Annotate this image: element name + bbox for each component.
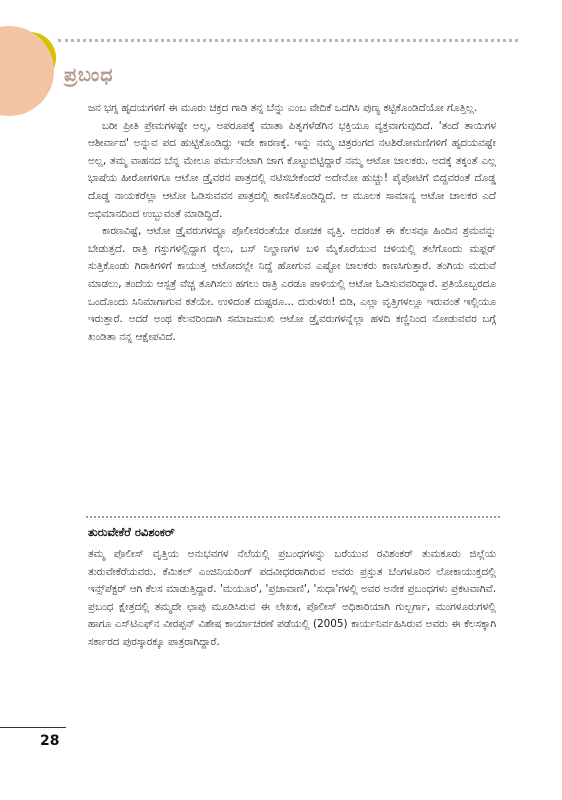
section-label: ಪ್ರಬಂಧ bbox=[64, 64, 114, 86]
article-paragraph: ಕಾರಣವಿಷ್ಟೆ, ಆಟೋ ಡ್ರೈವರುಗಳದ್ದೂ ಪೊಲೀಸರಂತೆಯೇ ರೋಚಕ ವೃತ್ತಿ. ಅದರಂತೆ ಈ ಕೆಲಸವೂ ಹಿಂದಿನ ಶ್ರಮವನ್ನು ಬೇಡುತ್ತದೆ. ರಾತ್ರಿ ಗಸ್ತುಗಳಲ್ಲಿದ್ದಾಗ ರೈಲು, ಬಸ್ ನಿಲ್ದಾಣಗಳ ಬಳಿ ಮೈಕೊರೆಯುವ ಚಳಿಯಲ್ಲಿ ತಲೆಗೊಂದು ಮಫ್ಲರ್ ಸುತ್ತಿಕೊಂಡು ಗಿರಾಕಿಗಳಿಗೆ ಕಾಯುತ್ತ ಆಟೋದಲ್ಲೇ ನಿದ್ದೆ ಹೋಗುವ ಎಷ್ಟೋ ಚಾಲಕರು ಕಾಣಸಿಗುತ್ತಾರೆ. ತಂಗಿಯ ಮದುವೆ ಮಾಡಲು, ತಂದೆಯ ಆಸ್ಪತ್ರೆ ವೆಚ್ಚ ತೂಗಿಸಲು ಹಗಲು ರಾತ್ರಿ ಎರಡೂ ಪಾಳಿಯಲ್ಲಿ ಆಟೋ ಓಡಿಸುವವರಿದ್ದಾರೆ. ಪ್ರತಿಯೊಬ್ಬರದೂ ಒಂದೊಂದು ಸಿನಿಮಾಗಾಗುವ ಕತೆಯೇ. ಉಳಿದಂತೆ ದುಷ್ಟರೂ... ದುರುಳರು! ಬಿಡಿ, ಎಲ್ಲಾ ವೃತ್ತಿಗಳಲ್ಲೂ ಇರುವಂತೆ ಇಲ್ಲಿಯೂ ಇರುತ್ತಾರೆ. ಅದರೆ ಅಂಥ ಕೆಲವರಿಂದಾಗಿ ಸಮಾಜಮುಖಿ ಆಟೋ ಡ್ರೈವರುಗಳನ್ನೆಲ್ಲಾ ಹಳದಿ ಕಣ್ಣಿನಿಂದ ನೋಡುವವರ ಬಗ್ಗೆ ಖಂಡಿತಾ ನನ್ನ ಆಕ್ಷೇಪವಿದೆ. bbox=[88, 225, 496, 343]
article-paragraph: ಬರೀ ಪ್ರೀತಿ ಪ್ರೇಮಗಳಷ್ಟೇ ಅಲ್ಲ, ಅಪರೂಪಕ್ಕೆ ಮಾತಾ ಪಿತೃಗಳೆಡೆಗಿನ ಭಕ್ತಿಯೂ ವ್ಯಕ್ತವಾಗುವುದಿದೆ. 'ತಂದೆ ತಾಯಿಗಳ ಆಶೀರ್ವಾದ' ಅನ್ನುವ ಪದ ಹುಟ್ಟಿಕೊಂಡಿದ್ದು ಇದೇ ಕಾರಣಕ್ಕೆ. ಇನ್ನು ನಮ್ಮ ಚಿತ್ರರಂಗದ ನಟಶಿರೋಮಣಿಗಳಿಗೆ ಹೃದಯವಷ್ಟೇ ಅಲ್ಲ, ತಮ್ಮ ವಾಹನದ ಬೆನ್ನ ಮೇಲೂ ಪರ್ಮನೆಂಟಾಗಿ ಜಾಗ ಕೊಟ್ಟುಬಿಟ್ಟಿದ್ದಾರೆ ನಮ್ಮ ಆಟೋ ಚಾಲಕರು. ಅದಕ್ಕೆ ತಕ್ಕಂತೆ ಎಲ್ಲ ಭಾಷೆಯ ಹೀರೋಗಳಿಗೂ ಆಟೋ ಡ್ರೈವರನ ಪಾತ್ರದಲ್ಲಿ ನಟಿಸಬೇಕೆಂದರೆ ಅದೇನೋ ಹುಚ್ಚು! ಪೈಪೋಟಿಗೆ ಬಿದ್ದವರಂತೆ ದೊಡ್ಡ ದೊಡ್ಡ ನಾಯಕರೆಲ್ಲಾ ಆಟೋ ಓಡಿಸುವವನ ಪಾತ್ರದಲ್ಲಿ ಕಾಣಿಸಿಕೊಂಡಿದ್ದಿದೆ. ಆ ಮೂಲಕ ಸಾಮಾನ್ಯ ಆಟೋ ಚಾಲಕರ ಎದೆ ಅಭಿಮಾನದಿಂದ ಉಬ್ಬುವಂತೆ ಮಾಡಿದ್ದಿದೆ. bbox=[88, 119, 496, 220]
author-name: ತುರುವೇಕೆರೆ ರವಿಶಂಕರ್ bbox=[88, 525, 175, 539]
header-dotted-rule bbox=[58, 39, 518, 42]
article-paragraph: ಜನ ಭಗ್ನ ಹೃದಯಗಳಿಗೆ ಈ ಮೂರು ಚಕ್ರದ ಗಾಡಿ ತನ್ನ ಬೆನ್ನು ಎಂಬ ವೇದಿಕೆ ಒದಗಿಸಿ ಪುಣ್ಯ ಕಟ್ಟಿಕೊಂಡಿದೆಯೋ ಗೊತ್ತಿಲ್ಲ. bbox=[88, 102, 478, 114]
footer-rule bbox=[0, 727, 66, 728]
author-bio-text: ತಮ್ಮ ಪೊಲೀಸ್ ವೃತ್ತಿಯ ಅನುಭವಗಳ ನೆಲೆಯಲ್ಲಿ ಪ್ರಬಂಧಗಳನ್ನು ಬರೆಯುವ ರವಿಶಂಕರ್ ತುಮಕೂರು ಜಿಲ್ಲೆಯ ತುರುವೇಕೆರೆಯವರು. ಕೆಮಿಕಲ್ ಎಂಜಿನಿಯರಿಂಗ್ ಪದವೀಧರರಾಗಿರುವ ಅವರು ಪ್ರಸ್ತುತ ಬೆಂಗಳೂರಿನ ಲೋಕಾಯುಕ್ತದಲ್ಲಿ ಇನ್ಸ್‌ಪೆಕ್ಟರ್ ಆಗಿ ಕೆಲಸ ಮಾಡುತ್ತಿದ್ದಾರೆ. 'ಮಯೂರ', 'ಪ್ರಜಾವಾಣಿ', 'ಸುಧಾ'ಗಳಲ್ಲಿ ಅವರ ಅನೇಕ ಪ್ರಬಂಧಗಳು ಪ್ರಕಟವಾಗಿವೆ. ಪ್ರಬಂಧ ಕ್ಷೇತ್ರದಲ್ಲಿ ತಮ್ಮದೇ ಛಾಪು ಮೂಡಿಸಿರುವ ಈ ಲೇಖಕ, ಪೊಲೀಸ್ ಅಧಿಕಾರಿಯಾಗಿ ಗುಲ್ಬರ್ಗಾ, ಮಂಗಳೂರುಗಳಲ್ಲಿ ಹಾಗೂ ಎಸ್‌ಟಿಎಫ್‌ನ ವೀರಪ್ಪನ್ ವಿಶೇಷ ಕಾರ್ಯಾಚರಣೆ ಪಡೆಯಲ್ಲಿ (2005) ಕಾರ್ಯನಿರ್ವಹಿಸಿರುವ ಅವರು ಈ ಕೆಲಸಕ್ಕಾಗಿ ಸರ್ಕಾರದ ಪುರಸ್ಕಾರಕ್ಕೂ ಪಾತ್ರರಾಗಿದ್ದಾರೆ. bbox=[88, 548, 497, 648]
article-body bbox=[88, 100, 496, 346]
author-section-divider bbox=[86, 516, 500, 518]
page-number: 28 bbox=[40, 733, 60, 749]
author-bio bbox=[88, 546, 496, 652]
